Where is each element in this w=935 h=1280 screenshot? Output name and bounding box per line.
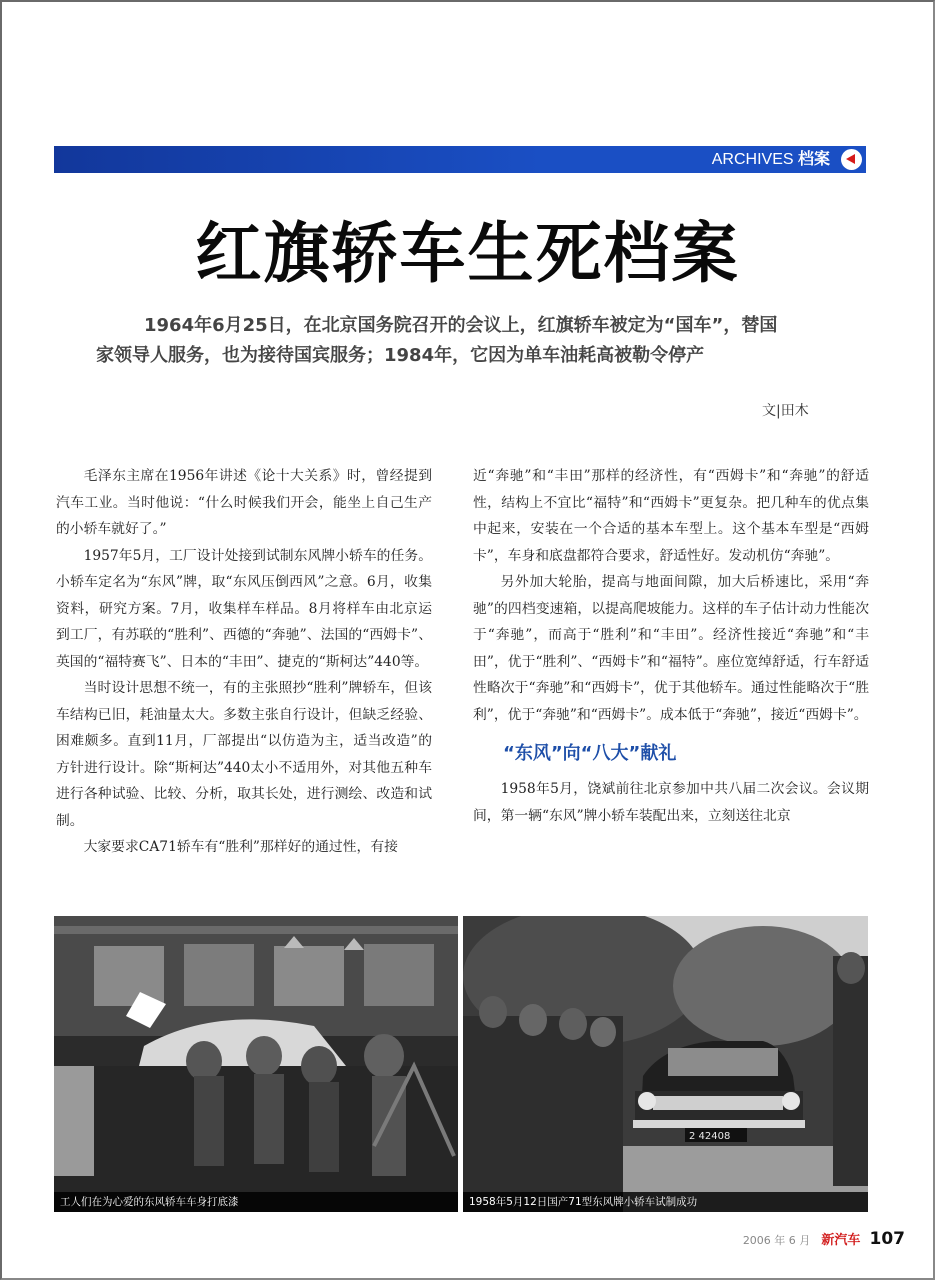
paragraph: 近“奔驰”和“丰田”那样的经济性，有“西姆卡”和“奔驰”的舒适性，结构上不宜比“福特”和“西姆卡”更复杂。把几种车的优点集中起来，安装在一个合适的基本车型上。这个基本车型是“西姆卡”，车身和底盘都符合要求，舒适性好。发动机仿“奔驰”。 <box>473 468 869 564</box>
workshop-photo-illustration <box>54 916 458 1212</box>
article-title: 红旗轿车生死档案 <box>195 215 740 292</box>
photo-workers-painting <box>54 916 458 1212</box>
arrow-left-icon <box>841 149 862 170</box>
paragraph: 大家要求CA71轿车有“胜利”那样好的通过性，有接 <box>83 839 398 855</box>
section-label <box>712 149 830 170</box>
issue-date: 2006 年 6 月 <box>742 1234 811 1247</box>
photo-caption: 1958年5月12日国产71型东风牌小轿车试制成功 <box>463 1192 868 1212</box>
subtitle-line-2: 家领导人服务，也为接待国宾服务；1984年，它因为单车油耗高被勒令停产 <box>96 345 705 366</box>
magazine-name: 新汽车 <box>821 1233 861 1248</box>
right-column <box>473 463 869 829</box>
paragraph: 毛泽东主席在1956年讲述《论十大关系》时，曾经提到汽车工业。当时他说：“什么时候我们开会，能坐上自己生产的小轿车就好了。” <box>56 468 432 537</box>
paragraph: 当时设计思想不统一，有的主张照抄“胜利”牌轿车，但该车结构已旧，耗油量太大。多数主张自行设计，但缺乏经验、困难颇多。直到11月，厂部提出“以仿造为主，适当改造”的方针进行设计。除“斯柯达”440太小不适用外，对其他五种车进行各种试验、比较、分析，取其长处，进行测绘、改造和试制。 <box>56 680 432 829</box>
section-heading: “东风”向“八大”献礼 <box>503 743 677 764</box>
byline: 文|田木 <box>762 403 809 419</box>
paragraph: 1957年5月，工厂设计处接到试制东风牌小轿车的任务。小轿车定名为“东风”牌，取“东风压倒西风”之意。6月，收集资料，研究方案。7月，收集样车样品。8月将样车由北京运到工厂，有苏联的“胜利”、西德的“奔驰”、法国的“西姆卡”、英国的“福特赛飞”、日本的“丰田”、捷克的“斯柯达”440等。 <box>56 547 432 670</box>
photo-caption: 工人们在为心爱的东风轿车车身打底漆 <box>54 1192 458 1212</box>
page-footer <box>743 1229 905 1249</box>
article-subtitle <box>96 311 836 371</box>
section-banner <box>54 146 866 173</box>
photo-car-trial-success <box>463 916 868 1212</box>
subtitle-line-1: 1964年6月25日，在北京国务院召开的会议上，红旗轿车被定为“国车”，替国 <box>144 315 778 336</box>
car-photo-illustration <box>463 916 868 1212</box>
left-column <box>56 463 432 861</box>
license-plate: 2 42408 <box>689 1131 731 1142</box>
page-number: 107 <box>869 1229 905 1249</box>
paragraph: 1958年5月，饶斌前往北京参加中共八届二次会议。会议期间，第一辆“东风”牌小轿车装配出来，立刻送往北京 <box>473 781 869 824</box>
paragraph: 另外加大轮胎，提高与地面间隙，加大后桥速比，采用“奔驰”的四档变速箱，以提高爬坡能力。这样的车子估计动力性能次于“奔驰”，而高于“胜利”和“丰田”。经济性接近“奔驰”和“丰田”，优于“胜利”、“西姆卡”和“福特”。座位宽绰舒适，行车舒适性略次于“奔驰”和“西姆卡”，优于其他轿车。通过性能略次于“胜利”，优于“奔驰”和“西姆卡”。成本低于“奔驰”，接近“西姆卡”。 <box>473 574 869 723</box>
section-label-cn: 档案 <box>797 151 830 168</box>
section-label-en: ARCHIVES <box>711 151 794 168</box>
